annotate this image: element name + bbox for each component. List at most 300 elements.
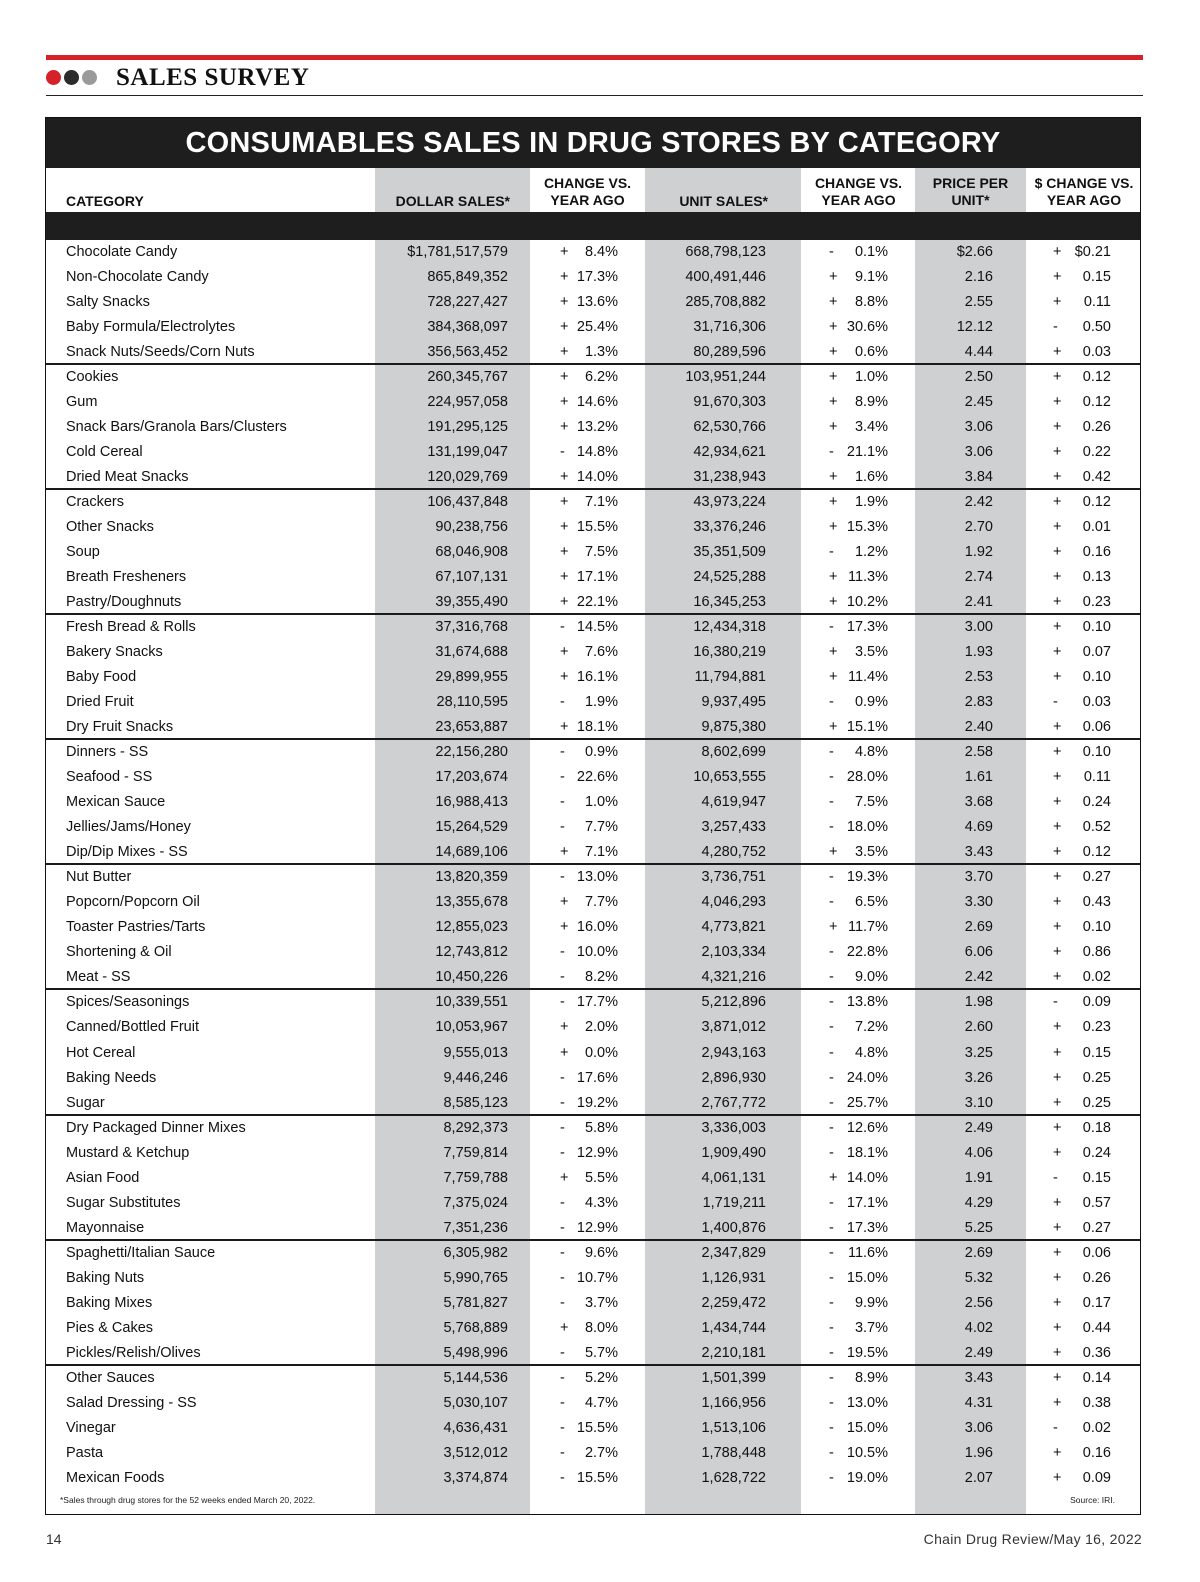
row-category: Dip/Dip Mixes - SS xyxy=(66,844,188,861)
row-category: Pickles/Relish/Olives xyxy=(66,1344,201,1361)
row-dollar-sales: 39,355,490 xyxy=(435,594,508,611)
row-category: Dinners - SS xyxy=(66,744,149,761)
row-dollar-change-sign: + xyxy=(1053,1319,1062,1336)
row-change-dollar: 2.7% xyxy=(584,1444,618,1461)
row-change-unit-sign: - xyxy=(829,1244,834,1261)
row-unit-sales: 400,491,446 xyxy=(685,269,766,286)
row-unit-sales: 1,513,106 xyxy=(701,1419,766,1436)
row-dollar-change-sign: + xyxy=(1053,1294,1062,1311)
row-unit-sales: 2,259,472 xyxy=(701,1294,766,1311)
row-price-per-unit: 2.50 xyxy=(964,369,993,386)
row-change-dollar: 12.9% xyxy=(576,1144,618,1161)
source-note: Source: IRI. xyxy=(1070,1495,1115,1505)
row-category: Chocolate Candy xyxy=(66,244,178,260)
row-price-per-unit: 3.68 xyxy=(964,794,993,811)
table-title: CONSUMABLES SALES IN DRUG STORES BY CATEGORY xyxy=(46,118,1140,168)
row-unit-sales: 16,380,219 xyxy=(693,644,766,661)
row-change-unit: 4.8% xyxy=(854,1044,888,1061)
row-unit-sales: 24,525,288 xyxy=(693,569,766,586)
header-price-per-unit: PRICE PER UNIT* xyxy=(932,175,1009,208)
row-category: Baby Food xyxy=(66,669,137,686)
row-change-unit: 13.8% xyxy=(846,994,888,1011)
row-change-unit: 0.9% xyxy=(854,694,888,711)
row-dollar-change-sign: + xyxy=(1053,1194,1062,1211)
row-category: Pastry/Doughnuts xyxy=(66,594,182,611)
row-change-unit-sign: - xyxy=(829,544,834,561)
row-price-per-unit: 6.06 xyxy=(964,944,993,961)
row-change-dollar: 5.5% xyxy=(584,1169,618,1186)
table-row xyxy=(46,1266,1140,1291)
row-price-per-unit: 2.60 xyxy=(964,1019,993,1036)
row-change-unit: 10.2% xyxy=(846,594,888,611)
table-row xyxy=(46,740,1140,765)
row-dollar-change-sign: + xyxy=(1053,544,1062,561)
row-change-unit: 10.5% xyxy=(846,1444,888,1461)
row-dollar-sales: 10,053,967 xyxy=(435,1019,508,1036)
row-category: Baby Formula/Electrolytes xyxy=(66,319,236,336)
row-unit-sales: 4,773,821 xyxy=(701,919,766,936)
row-dollar-sales: 10,450,226 xyxy=(435,969,508,986)
table-row xyxy=(46,815,1140,840)
row-price-per-unit: 3.43 xyxy=(964,1369,993,1386)
row-category: Toaster Pastries/Tarts xyxy=(66,919,206,936)
row-dollar-change-sign: + xyxy=(1053,644,1062,661)
row-dollar-change: 0.12 xyxy=(1082,394,1111,411)
row-change-unit-sign: + xyxy=(829,594,838,611)
row-change-unit-sign: - xyxy=(829,819,834,836)
row-price-per-unit: 3.25 xyxy=(964,1044,993,1061)
row-change-dollar: 1.3% xyxy=(584,344,618,361)
row-dollar-change: 0.27 xyxy=(1082,1219,1111,1236)
row-change-dollar-sign: + xyxy=(560,294,569,311)
row-change-dollar-sign: - xyxy=(560,819,565,836)
row-change-unit: 1.2% xyxy=(854,544,888,561)
top-accent-bar xyxy=(46,55,1143,60)
row-dollar-sales: 7,375,024 xyxy=(443,1194,508,1211)
row-unit-sales: 10,653,555 xyxy=(693,769,766,786)
row-dollar-sales: 10,339,551 xyxy=(435,994,508,1011)
row-dollar-change-sign: + xyxy=(1053,469,1062,486)
table-row xyxy=(46,415,1140,440)
row-change-dollar: 8.4% xyxy=(584,244,618,260)
row-unit-sales: 4,061,131 xyxy=(701,1169,766,1186)
header-band xyxy=(46,212,1140,240)
row-price-per-unit: 3.06 xyxy=(964,444,993,461)
row-dollar-change: 0.25 xyxy=(1082,1094,1111,1111)
row-dollar-sales: 865,849,352 xyxy=(427,269,508,286)
row-dollar-change-sign: - xyxy=(1053,1419,1058,1436)
row-change-unit: 7.2% xyxy=(854,1019,888,1036)
row-dollar-change-sign: + xyxy=(1053,1469,1062,1486)
row-dollar-change-sign: + xyxy=(1053,1394,1062,1411)
row-price-per-unit: 1.91 xyxy=(964,1169,993,1186)
row-change-dollar-sign: + xyxy=(560,1019,569,1036)
row-change-unit: 3.4% xyxy=(854,419,888,436)
row-unit-sales: 2,103,334 xyxy=(701,944,766,961)
row-dollar-change-sign: + xyxy=(1053,344,1062,361)
row-change-unit-sign: + xyxy=(829,569,838,586)
row-dollar-change: $0.21 xyxy=(1074,244,1111,260)
row-dollar-change: 0.50 xyxy=(1082,319,1111,336)
row-dollar-sales: 12,743,812 xyxy=(435,944,508,961)
header-category: CATEGORY xyxy=(66,193,144,209)
row-dollar-sales: 15,264,529 xyxy=(435,819,508,836)
row-change-dollar: 14.5% xyxy=(576,619,618,636)
row-change-dollar: 17.6% xyxy=(576,1069,618,1086)
row-category: Mayonnaise xyxy=(66,1219,145,1236)
row-change-dollar-sign: + xyxy=(560,394,569,411)
table-row xyxy=(46,1116,1140,1141)
row-change-unit-sign: - xyxy=(829,894,834,911)
row-dollar-sales: 3,374,874 xyxy=(443,1469,508,1486)
row-dollar-change-sign: + xyxy=(1053,1344,1062,1361)
row-category: Jellies/Jams/Honey xyxy=(66,819,191,836)
row-change-unit: 12.6% xyxy=(846,1119,888,1136)
row-change-dollar: 14.6% xyxy=(576,394,618,411)
row-change-dollar: 7.7% xyxy=(584,894,618,911)
row-price-per-unit: 2.41 xyxy=(964,594,993,611)
row-change-dollar-sign: - xyxy=(560,1344,565,1361)
row-dollar-change: 0.44 xyxy=(1082,1319,1111,1336)
row-price-per-unit: 1.92 xyxy=(964,544,993,561)
row-change-unit: 17.3% xyxy=(846,619,888,636)
row-dollar-change-sign: + xyxy=(1053,1369,1062,1386)
row-change-unit: 4.8% xyxy=(854,744,888,761)
row-change-dollar: 17.3% xyxy=(576,269,618,286)
row-unit-sales: 31,716,306 xyxy=(693,319,766,336)
row-category: Pies & Cakes xyxy=(66,1319,154,1336)
table-row xyxy=(46,640,1140,665)
footnote: *Sales through drug stores for the 52 weeks ended March 20, 2022. xyxy=(60,1495,316,1505)
row-change-unit: 3.5% xyxy=(854,844,888,861)
row-category: Dry Fruit Snacks xyxy=(66,719,174,736)
header-change-dollar: CHANGE VS. YEAR AGO xyxy=(543,175,632,208)
row-change-unit: 22.8% xyxy=(846,944,888,961)
row-dollar-change-sign: + xyxy=(1053,669,1062,686)
row-change-dollar-sign: + xyxy=(560,269,569,286)
row-change-dollar: 10.0% xyxy=(576,944,618,961)
row-category: Popcorn/Popcorn Oil xyxy=(66,894,200,911)
row-change-dollar: 14.0% xyxy=(576,469,618,486)
row-dollar-sales: 224,957,058 xyxy=(427,394,508,411)
row-category: Other Sauces xyxy=(66,1369,155,1386)
row-change-unit-sign: - xyxy=(829,1119,834,1136)
row-dollar-sales: 12,855,023 xyxy=(435,919,508,936)
row-dollar-sales: 14,689,106 xyxy=(435,844,508,861)
row-change-unit-sign: - xyxy=(829,1419,834,1436)
table-row xyxy=(46,1366,1140,1391)
row-change-unit: 11.7% xyxy=(847,919,888,936)
row-price-per-unit: 2.70 xyxy=(964,519,993,536)
row-change-unit: 9.0% xyxy=(854,969,888,986)
row-change-unit-sign: - xyxy=(829,869,834,886)
row-price-per-unit: 3.10 xyxy=(964,1094,993,1111)
row-unit-sales: 35,351,509 xyxy=(693,544,766,561)
row-price-per-unit: $2.66 xyxy=(956,244,993,260)
row-price-per-unit: 2.49 xyxy=(964,1344,993,1361)
row-price-per-unit: 4.29 xyxy=(964,1194,993,1211)
table-row xyxy=(46,1141,1140,1166)
row-unit-sales: 4,280,752 xyxy=(701,844,766,861)
row-dollar-sales: 37,316,768 xyxy=(435,619,508,636)
row-price-per-unit: 3.43 xyxy=(964,844,993,861)
row-change-unit: 1.9% xyxy=(854,494,888,511)
row-change-unit-sign: + xyxy=(829,719,838,736)
table-row xyxy=(46,1091,1140,1116)
row-dollar-change-sign: + xyxy=(1053,569,1062,586)
row-change-unit-sign: - xyxy=(829,1019,834,1036)
row-change-dollar-sign: - xyxy=(560,1194,565,1211)
header-dollar-sales: DOLLAR SALES* xyxy=(395,193,510,209)
row-dollar-change: 0.06 xyxy=(1082,1244,1111,1261)
row-dollar-sales: 31,674,688 xyxy=(435,644,508,661)
table-row xyxy=(46,615,1140,640)
row-unit-sales: 3,336,003 xyxy=(701,1119,766,1136)
row-change-dollar-sign: + xyxy=(560,1169,569,1186)
row-change-dollar-sign: - xyxy=(560,994,565,1011)
row-dollar-change-sign: + xyxy=(1053,819,1062,836)
row-price-per-unit: 2.69 xyxy=(964,919,993,936)
row-category: Baking Needs xyxy=(66,1069,157,1086)
row-dollar-change-sign: + xyxy=(1053,844,1062,861)
table-row xyxy=(46,715,1140,740)
table-row xyxy=(46,240,1140,265)
row-price-per-unit: 4.31 xyxy=(964,1394,993,1411)
row-price-per-unit: 4.44 xyxy=(964,344,993,361)
row-change-unit: 18.0% xyxy=(846,819,888,836)
row-dollar-sales: 8,585,123 xyxy=(443,1094,508,1111)
page-number: 14 xyxy=(46,1531,62,1547)
row-change-unit-sign: - xyxy=(829,244,834,260)
row-price-per-unit: 4.02 xyxy=(964,1319,993,1336)
row-dollar-change: 0.13 xyxy=(1082,569,1111,586)
row-unit-sales: 1,501,399 xyxy=(701,1369,766,1386)
row-change-dollar: 6.2% xyxy=(584,369,618,386)
row-dollar-change-sign: + xyxy=(1053,1144,1062,1161)
row-category: Baking Mixes xyxy=(66,1294,153,1311)
table-row xyxy=(46,1066,1140,1091)
row-change-dollar-sign: - xyxy=(560,1394,565,1411)
row-unit-sales: 1,909,490 xyxy=(701,1144,766,1161)
table-row xyxy=(46,1341,1140,1366)
row-dollar-change-sign: + xyxy=(1053,719,1062,736)
row-dollar-change-sign: + xyxy=(1053,944,1062,961)
row-dollar-change: 0.24 xyxy=(1082,794,1111,811)
row-change-dollar-sign: - xyxy=(560,1444,565,1461)
row-category: Pasta xyxy=(66,1444,104,1461)
row-change-dollar-sign: - xyxy=(560,869,565,886)
gray-dot-icon xyxy=(82,70,97,85)
row-dollar-sales: 7,759,814 xyxy=(443,1144,508,1161)
dark-dot-icon xyxy=(64,70,79,85)
row-category: Canned/Bottled Fruit xyxy=(66,1019,199,1036)
row-change-dollar-sign: + xyxy=(560,594,569,611)
row-dollar-sales: 22,156,280 xyxy=(435,744,508,761)
table-row xyxy=(46,940,1140,965)
row-price-per-unit: 3.84 xyxy=(964,469,993,486)
row-dollar-change: 0.03 xyxy=(1082,344,1111,361)
table-row xyxy=(46,915,1140,940)
row-change-unit: 14.0% xyxy=(846,1169,888,1186)
row-dollar-change: 0.38 xyxy=(1082,1394,1111,1411)
row-change-unit: 11.4% xyxy=(847,669,888,686)
row-category: Non-Chocolate Candy xyxy=(66,269,209,286)
row-dollar-sales: 728,227,427 xyxy=(427,294,508,311)
row-change-dollar: 15.5% xyxy=(576,1469,618,1486)
row-dollar-change-sign: + xyxy=(1053,869,1062,886)
row-unit-sales: 9,875,380 xyxy=(701,719,766,736)
row-change-dollar: 9.6% xyxy=(584,1244,618,1261)
row-change-dollar: 15.5% xyxy=(576,1419,618,1436)
row-price-per-unit: 3.06 xyxy=(964,1419,993,1436)
row-dollar-change-sign: + xyxy=(1053,244,1062,260)
row-dollar-change: 0.15 xyxy=(1082,269,1111,286)
row-change-unit: 13.0% xyxy=(846,1394,888,1411)
row-unit-sales: 9,937,495 xyxy=(701,694,766,711)
row-unit-sales: 2,767,772 xyxy=(701,1094,766,1111)
row-change-dollar-sign: + xyxy=(560,319,569,336)
row-change-unit-sign: + xyxy=(829,919,838,936)
row-unit-sales: 1,434,744 xyxy=(701,1319,766,1336)
row-change-unit-sign: + xyxy=(829,469,838,486)
row-dollar-change-sign: + xyxy=(1053,594,1062,611)
row-change-unit: 11.3% xyxy=(847,569,888,586)
row-change-unit: 1.6% xyxy=(854,469,888,486)
row-dollar-change-sign: + xyxy=(1053,494,1062,511)
row-dollar-sales: 13,820,359 xyxy=(435,869,508,886)
publication-footer: Chain Drug Review/May 16, 2022 xyxy=(923,1531,1142,1547)
row-price-per-unit: 12.12 xyxy=(956,319,993,336)
row-unit-sales: 4,619,947 xyxy=(701,794,766,811)
row-change-unit-sign: - xyxy=(829,444,834,461)
row-change-dollar: 2.0% xyxy=(584,1019,618,1036)
table-row xyxy=(46,390,1140,415)
row-price-per-unit: 2.40 xyxy=(964,719,993,736)
row-change-dollar-sign: + xyxy=(560,844,569,861)
table-row xyxy=(46,265,1140,290)
row-change-dollar: 8.0% xyxy=(584,1319,618,1336)
row-change-dollar-sign: + xyxy=(560,669,569,686)
row-dollar-change-sign: + xyxy=(1053,369,1062,386)
row-change-unit-sign: - xyxy=(829,769,834,786)
row-dollar-change: 0.16 xyxy=(1082,1444,1111,1461)
row-category: Soup xyxy=(66,544,100,561)
row-dollar-sales: 68,046,908 xyxy=(435,544,508,561)
row-price-per-unit: 2.83 xyxy=(964,694,993,711)
row-dollar-sales: 3,512,012 xyxy=(443,1444,508,1461)
row-price-per-unit: 4.06 xyxy=(964,1144,993,1161)
row-dollar-change-sign: + xyxy=(1053,794,1062,811)
row-price-per-unit: 1.61 xyxy=(964,769,993,786)
row-change-unit-sign: - xyxy=(829,1394,834,1411)
section-title: SALES SURVEY xyxy=(116,64,310,91)
row-unit-sales: 62,530,766 xyxy=(693,419,766,436)
table-row xyxy=(46,1015,1140,1040)
row-unit-sales: 1,400,876 xyxy=(701,1219,766,1236)
row-dollar-sales: 4,636,431 xyxy=(443,1419,508,1436)
row-change-unit-sign: + xyxy=(829,419,838,436)
row-change-unit-sign: - xyxy=(829,619,834,636)
row-dollar-change: 0.09 xyxy=(1082,994,1111,1011)
row-change-unit: 3.5% xyxy=(854,644,888,661)
table-row xyxy=(46,1166,1140,1191)
row-dollar-sales: 67,107,131 xyxy=(435,569,508,586)
row-dollar-sales: 5,030,107 xyxy=(443,1394,508,1411)
table-row xyxy=(46,590,1140,615)
row-change-unit: 1.0% xyxy=(854,369,888,386)
table-row xyxy=(46,765,1140,790)
row-change-dollar-sign: - xyxy=(560,1269,565,1286)
row-dollar-change: 0.27 xyxy=(1082,869,1111,886)
table-row xyxy=(46,1291,1140,1316)
row-category: Sugar xyxy=(66,1094,105,1111)
row-change-dollar: 5.2% xyxy=(584,1369,618,1386)
row-dollar-sales: 29,899,955 xyxy=(435,669,508,686)
row-unit-sales: 2,896,930 xyxy=(701,1069,766,1086)
row-category: Vinegar xyxy=(66,1419,116,1436)
row-change-dollar: 0.9% xyxy=(584,744,618,761)
row-dollar-change-sign: + xyxy=(1053,769,1062,786)
row-change-dollar-sign: + xyxy=(560,569,569,586)
row-dollar-change: 0.02 xyxy=(1082,1419,1111,1436)
row-dollar-sales: 131,199,047 xyxy=(427,444,508,461)
row-dollar-change-sign: + xyxy=(1053,969,1062,986)
table-row xyxy=(46,1316,1140,1341)
row-change-unit-sign: - xyxy=(829,1319,834,1336)
row-dollar-sales: 120,029,769 xyxy=(427,469,508,486)
row-dollar-change: 0.09 xyxy=(1082,1469,1111,1486)
row-change-unit: 15.0% xyxy=(846,1419,888,1436)
row-price-per-unit: 2.55 xyxy=(964,294,993,311)
row-change-unit: 24.0% xyxy=(846,1069,888,1086)
row-change-dollar-sign: - xyxy=(560,744,565,761)
row-unit-sales: 8,602,699 xyxy=(701,744,766,761)
table-row xyxy=(46,865,1140,890)
row-change-dollar: 7.1% xyxy=(584,844,618,861)
row-change-unit: 30.6% xyxy=(846,319,888,336)
row-change-dollar-sign: - xyxy=(560,1419,565,1436)
row-category: Bakery Snacks xyxy=(66,644,163,661)
row-dollar-change-sign: - xyxy=(1053,319,1058,336)
row-change-dollar: 0.0% xyxy=(584,1044,618,1061)
row-change-dollar-sign: + xyxy=(560,719,569,736)
row-change-dollar: 7.5% xyxy=(584,544,618,561)
row-dollar-sales: 5,768,889 xyxy=(443,1319,508,1336)
row-dollar-change-sign: + xyxy=(1053,1119,1062,1136)
row-unit-sales: 31,238,943 xyxy=(693,469,766,486)
row-category: Cookies xyxy=(66,369,119,386)
row-price-per-unit: 3.30 xyxy=(964,894,993,911)
row-dollar-change-sign: + xyxy=(1053,1269,1062,1286)
row-change-unit: 8.9% xyxy=(854,394,888,411)
row-category: Sugar Substitutes xyxy=(66,1194,181,1211)
row-unit-sales: 3,871,012 xyxy=(701,1019,766,1036)
column-headers xyxy=(46,168,1140,212)
row-dollar-change: 0.26 xyxy=(1082,1269,1111,1286)
row-change-unit-sign: - xyxy=(829,744,834,761)
row-category: Baking Nuts xyxy=(66,1269,145,1286)
row-category: Nut Butter xyxy=(66,869,132,886)
row-dollar-sales: 9,555,013 xyxy=(443,1044,508,1061)
row-category: Salty Snacks xyxy=(66,294,150,311)
row-change-unit: 15.3% xyxy=(846,519,888,536)
row-change-unit: 9.9% xyxy=(854,1294,888,1311)
row-dollar-sales: 5,990,765 xyxy=(443,1269,508,1286)
row-category: Mustard & Ketchup xyxy=(66,1144,190,1161)
table-row xyxy=(46,1466,1140,1491)
row-category: Snack Bars/Granola Bars/Clusters xyxy=(66,419,287,436)
table-row xyxy=(46,515,1140,540)
